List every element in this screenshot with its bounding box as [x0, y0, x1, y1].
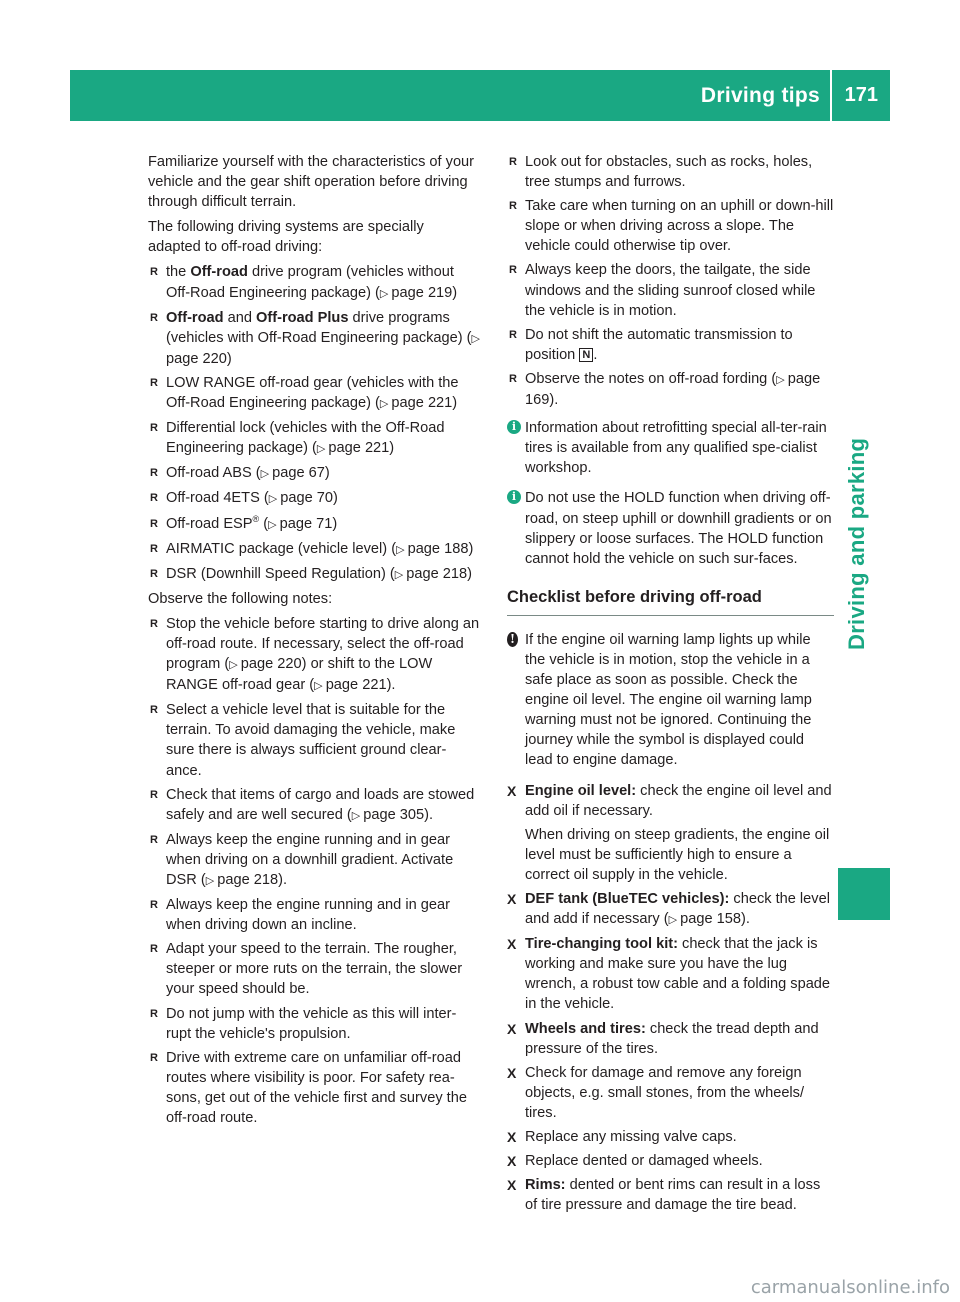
system-list-item [148, 514, 480, 535]
item-text: Off-road 4ETS (▷ page 70) [166, 490, 338, 507]
item-text: Drive with extreme care on unfamiliar off-road routes where visibility is poor. For safety rea-sons, get out of the vehicle first and survey the off-road route. [166, 1049, 467, 1127]
item-text: Select a vehicle level that is suitable for the terrain. To avoid damaging the vehicle, make sure there is always sufficient ground clear-ance. [166, 702, 456, 779]
page-ref-link[interactable]: page 220 [166, 350, 227, 367]
page-ref-icon: ▷ [316, 443, 329, 456]
item-text: Check that items of cargo and loads are stowed safely and are well secured (▷ page 305). [166, 786, 475, 823]
item-text: Do not jump with the vehicle as this will inter-rupt the vehicle's propulsion. [166, 1005, 457, 1042]
item-text: Off-road ESP® (▷ page 71) [166, 513, 338, 532]
bullet-icon: R [150, 542, 158, 555]
item-text: Adapt your speed to the terrain. The rougher, steeper or more ruts on the terrain, the slower your speed should be. [166, 941, 463, 998]
system-list-item [148, 262, 480, 303]
step-arrow-icon: X [507, 891, 517, 907]
step-arrow-icon: X [507, 936, 517, 953]
item-text: Check for damage and remove any foreign objects, e.g. small stones, from the wheels/ tires. [525, 1064, 805, 1121]
info-note [507, 418, 834, 478]
checklist-step [507, 1151, 834, 1171]
info-icon: i [507, 490, 521, 504]
note-list-item [148, 700, 480, 780]
page-ref-link[interactable]: page 221 [328, 440, 390, 457]
page-ref-link[interactable]: page 158 [680, 911, 741, 928]
bullet-icon: R [509, 264, 517, 277]
page-ref-link[interactable]: page 188 [407, 540, 469, 557]
page-ref-icon: ▷ [379, 398, 392, 411]
page-ref-link[interactable]: page 221 [391, 395, 453, 412]
warning-text: If the engine oil warning lamp lights up while the vehicle is in motion, stop the vehicle in a safe place as soon as possible. Check the engine oil level. The engine oil warning lamp warning must not be ignored. Continuing the journey while the symbol is displayed could lead to engine damage. [525, 631, 812, 769]
bold-term: Wheels and tires: [525, 1020, 646, 1037]
page-ref-link[interactable]: page 220 [240, 656, 302, 673]
item-text: Observe the notes on off-road fording (▷ page 169). [525, 370, 821, 409]
chapter-tab-label: Driving and parking [844, 437, 869, 650]
page-ref-link[interactable]: page 169 [525, 370, 821, 409]
info-note [507, 488, 834, 568]
page-ref-icon: ▷ [268, 518, 280, 531]
bold-term: Tire-changing tool kit: [525, 936, 678, 953]
bullet-icon: R [150, 311, 158, 324]
chapter-tab-marker [838, 868, 890, 920]
item-text: Tire-changing tool kit: check that the jack is working and make sure you have the lug wrench, a robust tow cable and a folding spade in the vehicle. [525, 936, 831, 1013]
notes-intro: Observe the following notes: [148, 590, 333, 607]
section-heading: Checklist before driving off-road [507, 587, 834, 616]
gear-position-key: N [579, 348, 593, 362]
item-text: AIRMATIC package (vehicle level) (▷ page 188) [166, 540, 474, 557]
bullet-icon: R [509, 372, 517, 385]
intro-paragraph: Familiarize yourself with the characteristics of your vehicle and the gear shift operation before driving through difficult terrain. [148, 154, 475, 211]
checklist-step [507, 1175, 834, 1215]
page-ref-link[interactable]: page 305 [363, 806, 425, 823]
item-text: Engine oil level: check the engine oil level and add oil if necessary. [525, 782, 832, 819]
bullet-icon: R [150, 943, 158, 956]
page-ref-link[interactable]: page 218 [406, 565, 468, 582]
right-list-item [507, 260, 834, 320]
item-text: Always keep the doors, the tailgate, the side windows and the sliding sunroof closed while the vehicle is in motion. [525, 262, 816, 319]
page-ref-link[interactable]: page 70 [280, 490, 334, 507]
bullet-icon: R [150, 1051, 158, 1064]
item-text: Look out for obstacles, such as rocks, holes, tree stumps and furrows. [525, 154, 813, 191]
notes-list [148, 614, 480, 1128]
note-list-item [148, 830, 480, 891]
item-text: Wheels and tires: check the tread depth and pressure of the tires. [525, 1020, 819, 1057]
bold-term: Engine oil level: [525, 782, 637, 799]
item-text: DSR (Downhill Speed Regulation) (▷ page 218) [166, 565, 473, 582]
item-text: the Off-road drive program (vehicles without Off-Road Engineering package) (▷ page 219) [166, 264, 458, 301]
bullet-icon: R [150, 492, 158, 505]
page-ref-icon: ▷ [379, 287, 392, 300]
bullet-icon: R [150, 517, 158, 530]
note-list-item [148, 1004, 480, 1044]
bullet-icon: R [509, 200, 517, 213]
system-list-item [148, 373, 480, 414]
page-ref-icon: ▷ [260, 468, 273, 481]
system-list-item [148, 488, 480, 509]
warning-note [507, 630, 834, 771]
item-text: Differential lock (vehicles with the Off-Road Engineering package) (▷ page 221) [166, 420, 445, 457]
step-arrow-icon: X [507, 1020, 517, 1037]
page-ref-icon: ▷ [268, 493, 281, 506]
bullet-icon: R [150, 1007, 158, 1020]
right-list-item [507, 196, 834, 256]
page-ref-icon: ▷ [205, 875, 218, 887]
item-text: Take care when turning on an uphill or down-hill slope or when driving across a slope. The vehicle could otherwise tip over. [525, 198, 834, 255]
note-list-item [148, 614, 480, 696]
page-ref-icon: ▷ [668, 914, 681, 927]
note-list-item [148, 939, 480, 999]
right-list-item [507, 152, 834, 192]
bullet-icon: R [150, 567, 158, 580]
system-list-item [148, 418, 480, 459]
page-ref-link[interactable]: page 221 [325, 677, 387, 694]
step-arrow-icon: X [507, 1129, 517, 1146]
right-list-item [507, 369, 834, 410]
note-list-item [148, 1048, 480, 1128]
item-text: Off-road and Off-road Plus drive programs (vehicles with Off-Road Engineering package) (▷ page 220) [166, 309, 481, 367]
info-note-text: Information about retrofitting special all-ter-rain tires is available from any qualified spe-cialist workshop. [525, 420, 827, 477]
watermark: carmanualsonline.info [750, 1277, 950, 1298]
item-text: LOW RANGE off-road gear (vehicles with the Off-Road Engineering package) (▷ page 221) [166, 374, 459, 412]
checklist-step [507, 889, 834, 930]
item-text: Replace any missing valve caps. [525, 1129, 737, 1146]
item-text: Off-road ABS (▷ page 67) [166, 465, 330, 482]
bullet-icon: R [150, 833, 158, 846]
warning-icon: ! [507, 632, 518, 647]
step-arrow-icon: X [507, 782, 517, 799]
step-arrow-icon: X [507, 1177, 517, 1194]
system-list-item [148, 308, 480, 369]
checklist-steps [507, 781, 834, 1216]
bullet-icon: R [150, 422, 158, 435]
page-number: 171 [844, 84, 878, 106]
bullet-icon: R [150, 376, 158, 389]
page-ref-icon: ▷ [394, 568, 407, 581]
bullet-icon: R [150, 266, 158, 279]
item-text: Always keep the engine running and in gear when driving on a downhill gradient. Activate DSR (▷ page 218). [166, 831, 454, 888]
system-list-item [148, 539, 480, 560]
page-ref-link[interactable]: page 67 [272, 465, 325, 482]
checklist-step [507, 1127, 834, 1147]
bullet-icon: R [509, 156, 517, 168]
bullet-icon: R [150, 467, 158, 480]
bold-term: Off-road [190, 264, 248, 281]
note-list-item [148, 895, 480, 935]
page-ref-icon: ▷ [229, 659, 241, 672]
bold-term: Off-road [166, 309, 224, 326]
item-text: Stop the vehicle before starting to drive along an off-road route. If necessary, select the off-road program (▷ page 220) or shift to the LOW RANGE off-road gear (▷ page 221). [166, 615, 480, 694]
intro-paragraph: The following driving systems are specially adapted to off-road driving: [148, 219, 424, 256]
header-bar [70, 70, 890, 121]
checklist-step-detail: When driving on steep gradients, the engine oil level must be sufficiently high to ensure a correct oil supply in the vehicle. [525, 826, 830, 883]
bullet-icon: R [150, 617, 158, 630]
step-arrow-icon: X [507, 1064, 517, 1081]
page-ref-icon: ▷ [396, 543, 408, 556]
bullet-icon: R [150, 788, 158, 801]
note-list-item [148, 785, 480, 826]
page-ref-link[interactable]: page 218 [217, 872, 279, 888]
checklist-step [507, 1063, 834, 1123]
page-ref-link[interactable]: page 219 [391, 284, 453, 301]
bold-term: DEF tank (BlueTEC vehicles): [525, 891, 730, 907]
right-list-item [507, 325, 834, 365]
checklist-step [507, 1019, 834, 1059]
item-text: DEF tank (BlueTEC vehicles): check the level and add if necessary (▷ page 158). [525, 891, 830, 928]
step-arrow-icon: X [507, 1153, 517, 1170]
item-text: Always keep the engine running and in gear when driving down an incline. [166, 897, 450, 934]
right-column [507, 152, 834, 1219]
header-divider [830, 70, 832, 121]
page-ref-icon: ▷ [314, 680, 326, 693]
bullet-icon: R [150, 704, 158, 717]
left-column [148, 152, 480, 1132]
item-text: Rims: dented or bent rims can result in a loss of tire pressure and damage the tire bead. [525, 1177, 821, 1214]
page-ref-icon: ▷ [471, 332, 481, 345]
bold-term: Rims: [525, 1177, 566, 1194]
systems-list [148, 262, 480, 584]
checklist-step [507, 934, 834, 1014]
item-text: Do not shift the automatic transmission to position N . [525, 326, 793, 363]
bold-term: Off-road Plus [256, 309, 349, 326]
page-ref-link[interactable]: page 71 [279, 515, 333, 532]
checklist-step [507, 781, 834, 821]
system-list-item [148, 463, 480, 484]
item-text: Replace dented or damaged wheels. [525, 1153, 763, 1170]
bullet-icon: R [150, 899, 158, 912]
page-ref-icon: ▷ [776, 373, 788, 386]
info-note-text: Do not use the HOLD function when driving off-road, on steep uphill or downhill gradients or on slippery or loose surfaces. The HOLD function cannot hold the vehicle on such sur-faces. [525, 490, 832, 567]
registered-mark: ® [252, 513, 260, 524]
info-icon: i [507, 420, 521, 434]
system-list-item [148, 564, 480, 585]
bullet-icon: R [509, 328, 517, 341]
right-bullet-list [507, 152, 834, 410]
page-ref-icon: ▷ [351, 809, 364, 822]
section-title: Driving tips [700, 84, 820, 107]
